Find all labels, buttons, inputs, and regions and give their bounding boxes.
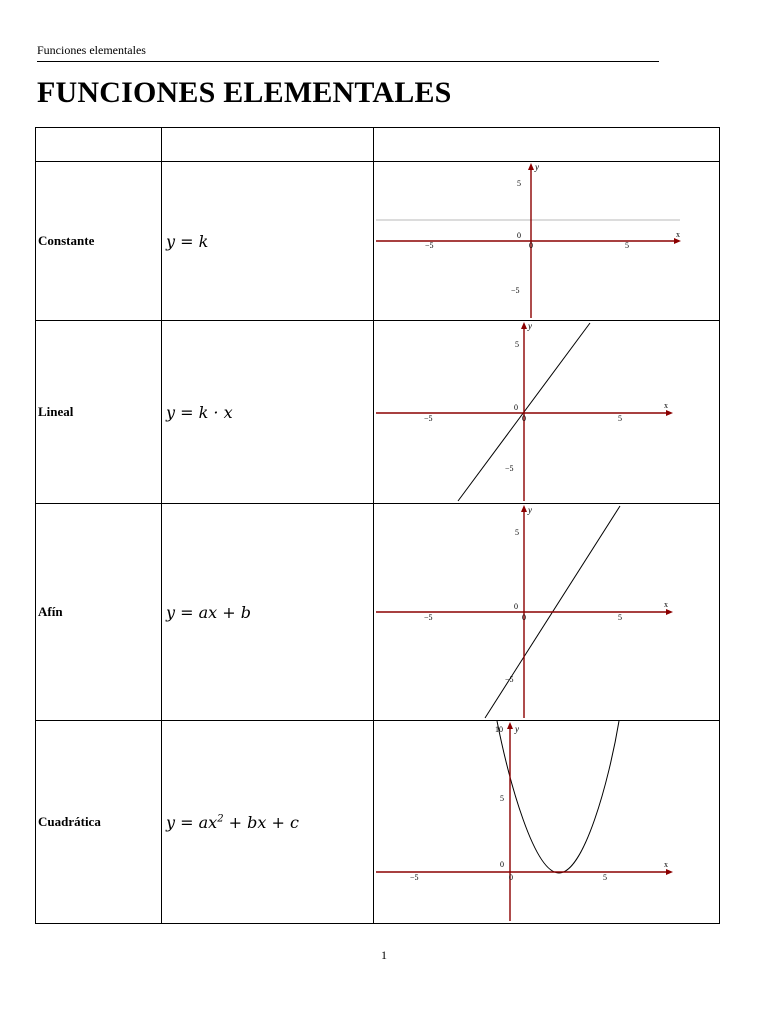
tick-label: 5	[618, 414, 622, 423]
table-row	[36, 721, 720, 924]
table-row	[36, 321, 720, 504]
tick-label: 5	[618, 613, 622, 622]
function-formula: y = k · x	[162, 321, 374, 504]
running-header: Funciones elementales	[37, 43, 659, 62]
linear-graph	[374, 321, 720, 503]
x-axis-arrow	[666, 609, 673, 615]
table-row	[36, 162, 720, 321]
y-axis-label: y	[535, 162, 539, 172]
tick-label: 0	[522, 613, 526, 622]
y-axis-label: y	[528, 321, 532, 331]
tick-label: 0	[529, 241, 533, 250]
affine-graph	[374, 504, 720, 720]
tick-label: 0	[522, 414, 526, 423]
x-axis-label: x	[664, 860, 668, 869]
graph-cell	[374, 504, 720, 721]
function-name: Cuadrática	[36, 721, 162, 924]
tick-label: 5	[515, 528, 519, 537]
tick-label: 5	[603, 873, 607, 882]
function-formula	[162, 721, 374, 924]
tick-label: 0	[517, 231, 521, 240]
page-number: 1	[381, 948, 387, 962]
parabola	[497, 721, 619, 873]
function-name: Afín	[36, 504, 162, 721]
tick-label: 5	[515, 340, 519, 349]
tick-label: 10	[495, 725, 503, 734]
function-name: Lineal	[36, 321, 162, 504]
graph-cell	[374, 321, 720, 504]
tick-label: −5	[424, 414, 433, 423]
graph-cell	[374, 162, 720, 321]
x-axis-label: x	[664, 600, 668, 609]
tick-label: 5	[625, 241, 629, 250]
x-axis-arrow	[666, 869, 673, 875]
y-axis-arrow	[521, 505, 527, 512]
header-cell	[374, 128, 720, 162]
tick-label: 5	[500, 794, 504, 803]
functions-table	[35, 127, 720, 924]
tick-label: 0	[509, 873, 513, 882]
x-axis-label: x	[676, 230, 680, 239]
tick-label: 0	[514, 403, 518, 412]
table-header-row	[36, 128, 720, 162]
tick-label: −5	[505, 464, 514, 473]
formula-main: y = ax	[166, 812, 218, 832]
y-axis-arrow	[528, 163, 534, 170]
y-axis-label: y	[528, 505, 532, 515]
tick-label: −5	[424, 613, 433, 622]
function-formula: y = k	[162, 162, 374, 321]
x-axis-arrow	[666, 410, 673, 416]
y-axis-label: y	[515, 724, 519, 734]
tick-label: 5	[517, 179, 521, 188]
formula-exponent: 2	[217, 813, 224, 825]
tick-label: 0	[500, 860, 504, 869]
y-axis-arrow	[507, 722, 513, 729]
tick-label: −5	[505, 675, 514, 684]
x-axis-label: x	[664, 401, 668, 410]
quadratic-graph	[374, 721, 720, 923]
header-cell	[36, 128, 162, 162]
table-row	[36, 504, 720, 721]
tick-label: −5	[511, 286, 520, 295]
page-title: FUNCIONES ELEMENTALES	[37, 76, 452, 109]
y-axis-arrow	[521, 322, 527, 329]
graph-cell	[374, 721, 720, 924]
tick-label: −5	[425, 241, 434, 250]
tick-label: −5	[410, 873, 419, 882]
header-cell	[162, 128, 374, 162]
function-name: Constante	[36, 162, 162, 321]
formula-tail: + bx + c	[223, 812, 299, 832]
function-formula: y = ax + b	[162, 504, 374, 721]
tick-label: 0	[514, 602, 518, 611]
constant-graph	[374, 162, 720, 320]
